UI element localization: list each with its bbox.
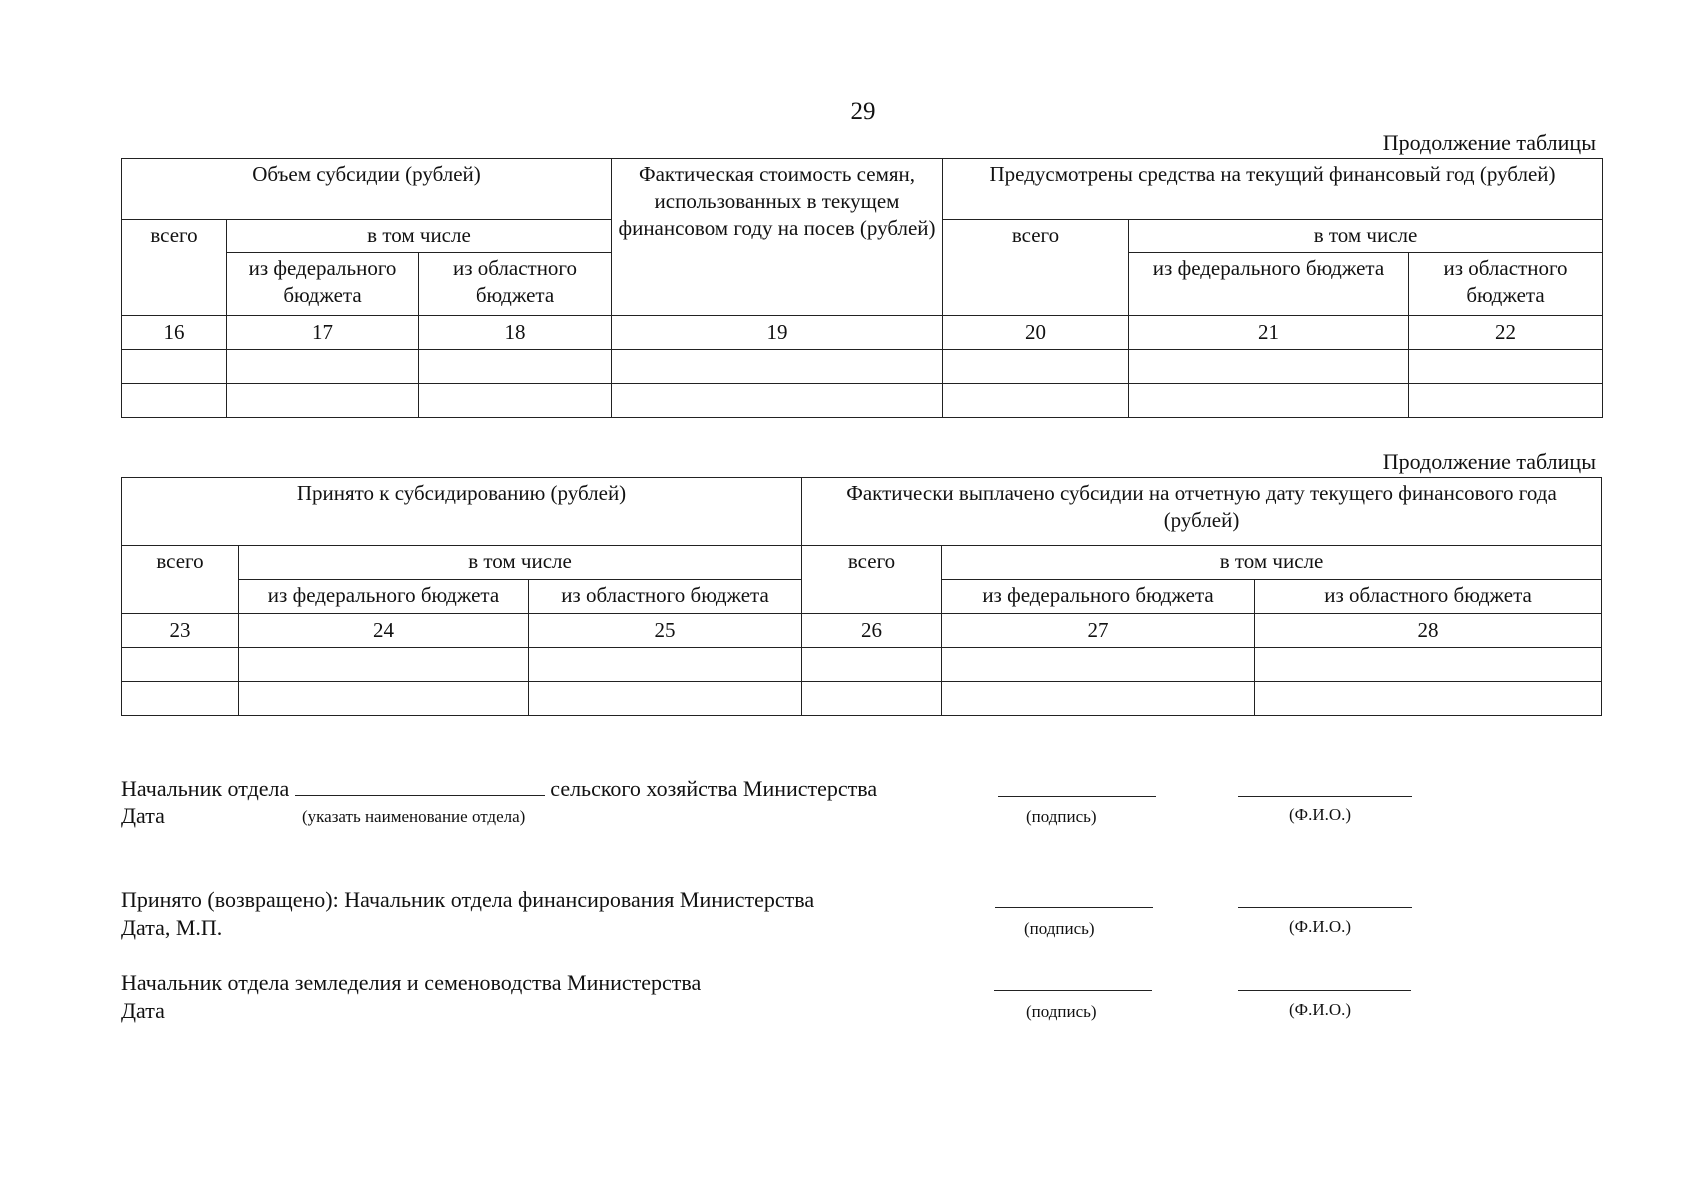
empty-cell[interactable] bbox=[612, 350, 943, 384]
empty-cell[interactable] bbox=[1255, 682, 1602, 716]
signature-line[interactable] bbox=[995, 907, 1153, 908]
head-suffix: сельского хозяйства Министерства bbox=[550, 776, 878, 801]
signature-caption: (подпись) bbox=[1026, 807, 1097, 826]
fio-caption: (Ф.И.О.) bbox=[1289, 917, 1352, 936]
federal-header: из федерального бюджета bbox=[239, 580, 529, 614]
including-header: в том числе bbox=[239, 546, 802, 580]
federal-header: из федерального бюджета bbox=[227, 253, 419, 316]
empty-cell[interactable] bbox=[943, 350, 1129, 384]
continuation-label-2: Продолжение таблицы bbox=[1382, 449, 1596, 474]
accepted-header: Принято к субсидированию (рублей) bbox=[122, 478, 802, 546]
column-number: 26 bbox=[802, 614, 942, 648]
column-number: 21 bbox=[1129, 316, 1409, 350]
column-number: 28 bbox=[1255, 614, 1602, 648]
table-row bbox=[122, 648, 1602, 682]
department-hint: (указать наименование отдела) bbox=[302, 807, 526, 826]
empty-cell[interactable] bbox=[239, 682, 529, 716]
empty-cell[interactable] bbox=[227, 350, 419, 384]
empty-cell[interactable] bbox=[1409, 384, 1603, 418]
empty-cell[interactable] bbox=[419, 350, 612, 384]
federal-header: из федерального бюджета bbox=[942, 580, 1255, 614]
empty-cell[interactable] bbox=[227, 384, 419, 418]
empty-cell[interactable] bbox=[529, 648, 802, 682]
empty-cell[interactable] bbox=[122, 350, 227, 384]
empty-cell[interactable] bbox=[612, 384, 943, 418]
column-number: 24 bbox=[239, 614, 529, 648]
continuation-label-1: Продолжение таблицы bbox=[1382, 130, 1596, 155]
column-number: 16 bbox=[122, 316, 227, 350]
column-number: 17 bbox=[227, 316, 419, 350]
empty-cell[interactable] bbox=[122, 384, 227, 418]
column-number: 20 bbox=[943, 316, 1129, 350]
accepted-line: Принято (возвращено): Начальник отдела финансирования Министерства bbox=[121, 887, 815, 912]
seed-cost-header: Фактическая стоимость семян, использованных в текущем финансовом году на посев (рублей) bbox=[612, 159, 943, 316]
fio-caption: (Ф.И.О.) bbox=[1289, 805, 1352, 824]
department-name-field[interactable] bbox=[295, 775, 545, 796]
total-header: всего bbox=[943, 220, 1129, 316]
empty-cell[interactable] bbox=[942, 648, 1255, 682]
empty-cell[interactable] bbox=[529, 682, 802, 716]
head-label: Начальник отдела bbox=[121, 776, 290, 801]
column-number: 22 bbox=[1409, 316, 1603, 350]
regional-header: из областного бюджета bbox=[419, 253, 612, 316]
column-number: 19 bbox=[612, 316, 943, 350]
empty-cell[interactable] bbox=[122, 648, 239, 682]
including-header: в том числе bbox=[942, 546, 1602, 580]
column-number: 23 bbox=[122, 614, 239, 648]
federal-header: из федерального бюджета bbox=[1129, 253, 1409, 316]
empty-cell[interactable] bbox=[1129, 384, 1409, 418]
signature-caption: (подпись) bbox=[1024, 919, 1095, 938]
column-number: 27 bbox=[942, 614, 1255, 648]
empty-cell[interactable] bbox=[1255, 648, 1602, 682]
column-number: 25 bbox=[529, 614, 802, 648]
empty-cell[interactable] bbox=[802, 682, 942, 716]
paid-subsidy-table bbox=[121, 477, 1602, 716]
empty-cell[interactable] bbox=[239, 648, 529, 682]
fio-line[interactable] bbox=[1238, 907, 1412, 908]
paid-header: Фактически выплачено субсидии на отчетную дату текущего финансового года (рублей) bbox=[802, 478, 1602, 546]
planned-funds-header: Предусмотрены средства на текущий финансовый год (рублей) bbox=[943, 159, 1603, 220]
total-header: всего bbox=[802, 546, 942, 614]
empty-cell[interactable] bbox=[942, 682, 1255, 716]
table-row bbox=[122, 682, 1602, 716]
empty-cell[interactable] bbox=[1129, 350, 1409, 384]
signature-line[interactable] bbox=[998, 796, 1156, 797]
fio-caption: (Ф.И.О.) bbox=[1289, 1000, 1352, 1019]
head-line bbox=[121, 775, 877, 802]
agri-head-line: Начальник отдела земледелия и семеноводства Министерства bbox=[121, 970, 702, 995]
including-header: в том числе bbox=[227, 220, 612, 253]
regional-header: из областного бюджета bbox=[529, 580, 802, 614]
empty-cell[interactable] bbox=[122, 682, 239, 716]
subsidy-volume-header: Объем субсидии (рублей) bbox=[122, 159, 612, 220]
total-header: всего bbox=[122, 220, 227, 316]
date-stamp-label: Дата, М.П. bbox=[121, 915, 223, 940]
regional-header: из областного бюджета bbox=[1409, 253, 1603, 316]
empty-cell[interactable] bbox=[1409, 350, 1603, 384]
empty-cell[interactable] bbox=[419, 384, 612, 418]
subsidy-table bbox=[121, 158, 1603, 418]
fio-line[interactable] bbox=[1238, 796, 1412, 797]
table-row bbox=[122, 350, 1603, 384]
table-row bbox=[122, 384, 1603, 418]
signature-caption: (подпись) bbox=[1026, 1002, 1097, 1021]
empty-cell[interactable] bbox=[943, 384, 1129, 418]
page-number: 29 bbox=[850, 98, 876, 125]
signature-line[interactable] bbox=[994, 990, 1152, 991]
including-header: в том числе bbox=[1129, 220, 1603, 253]
regional-header: из областного бюджета bbox=[1255, 580, 1602, 614]
fio-line[interactable] bbox=[1238, 990, 1411, 991]
date-label: Дата bbox=[121, 998, 165, 1023]
column-number: 18 bbox=[419, 316, 612, 350]
empty-cell[interactable] bbox=[802, 648, 942, 682]
date-label: Дата bbox=[121, 803, 165, 828]
total-header: всего bbox=[122, 546, 239, 614]
